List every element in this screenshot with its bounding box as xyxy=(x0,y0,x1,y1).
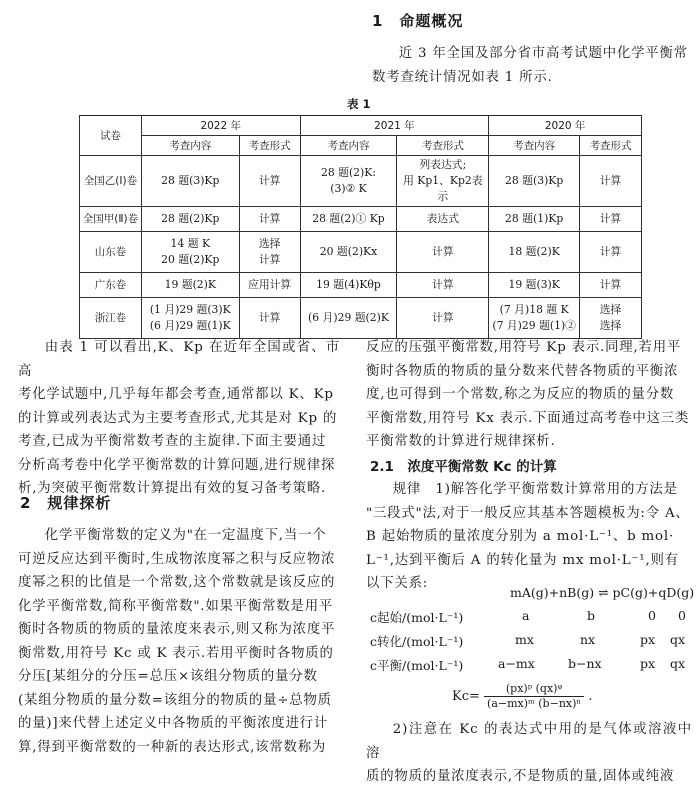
section-1-intro xyxy=(372,42,692,89)
cell-form xyxy=(397,156,489,207)
cell-form xyxy=(580,207,642,232)
ice-row-equilibrium xyxy=(370,656,690,678)
cell-line: 选择 xyxy=(258,237,281,250)
section-2-heading: 2 规律探析 xyxy=(20,494,112,512)
row-paper: 山东卷 xyxy=(80,232,142,273)
ice-value: a xyxy=(522,608,530,623)
text-line: L⁻¹,达到平衡后 A 的转化量为 mx mol·L⁻¹,则有 xyxy=(366,552,679,568)
cell-line: 28 题(2)Kp xyxy=(161,212,220,225)
cell-form xyxy=(397,273,489,298)
cell-content xyxy=(489,298,580,339)
header-paper: 试卷 xyxy=(80,116,142,156)
header-form: 考查形式 xyxy=(580,136,642,156)
table-caption: 表 1 xyxy=(347,97,371,111)
cell-content xyxy=(489,273,580,298)
cell-line: 计算 xyxy=(599,212,622,225)
text-line: 2)注意在 Kc 的表达式中用的是气体或溶液中溶 xyxy=(366,722,692,761)
cell-form xyxy=(397,207,489,232)
header-content: 考查内容 xyxy=(300,136,397,156)
ice-row-initial xyxy=(370,608,690,630)
text-line: 化学平衡常数,简称平衡常数".如果平衡常数是用平 xyxy=(18,598,334,614)
cell-form xyxy=(580,298,642,339)
cell-form xyxy=(397,232,489,273)
header-form: 考查形式 xyxy=(397,136,489,156)
text-line: 化学平衡常数的定义为"在一定温度下,当一个 xyxy=(44,528,327,543)
cell-line: 计算 xyxy=(599,245,622,258)
text-line: "三段式"法,对于一般反应其基本答题模板为:令 A、 xyxy=(366,505,690,521)
text-line: (某组分物质的量分数=该组分的物质的量÷总物质 xyxy=(18,692,332,708)
ice-value: qx xyxy=(670,632,686,647)
header-year: 2021 年 xyxy=(300,116,489,136)
text-line: 反应的压强平衡常数,用符号 Kp 表示.同理,若用平 xyxy=(366,340,682,355)
right-para-3 xyxy=(366,718,692,789)
cell-line: 计算 xyxy=(599,278,622,291)
header-content: 考查内容 xyxy=(141,136,239,156)
header-content: 考查内容 xyxy=(489,136,580,156)
cell-form xyxy=(239,156,300,207)
text-line: 平衡常数的计算进行规律探析. xyxy=(366,434,556,449)
cell-line: 计算 xyxy=(432,245,454,258)
right-para-1 xyxy=(366,336,692,454)
text-line: 度,也可得到一个常数,称之为反应的物质的量分数 xyxy=(366,387,675,402)
row-paper: 全国乙(Ⅰ)卷 xyxy=(80,156,142,207)
cell-line: 计算 xyxy=(258,212,281,225)
ice-value: mx xyxy=(515,632,534,647)
cell-line: 计算 xyxy=(258,174,281,187)
cell-line: 列表达式; xyxy=(419,158,467,171)
cell-content xyxy=(141,273,239,298)
cell-line: 计算 xyxy=(432,311,454,324)
kc-lhs: Kc= xyxy=(452,689,480,704)
cell-form xyxy=(239,207,300,232)
cell-content xyxy=(141,232,239,273)
cell-line: (7 月)18 题 K xyxy=(499,303,569,316)
ice-value: a−mx xyxy=(498,656,535,671)
cell-line: 计算 xyxy=(599,174,622,187)
table-1 xyxy=(79,115,642,339)
text-line: 分析高考卷中化学平衡常数的计算问题,进行规律探 xyxy=(18,457,336,473)
cell-line: 28 题(3)Kp xyxy=(161,174,220,187)
cell-content xyxy=(300,273,397,298)
cell-line: 选择 xyxy=(599,303,622,316)
cell-line: 计算 xyxy=(432,278,454,291)
cell-line: 用 Kp1、Kp2表示 xyxy=(403,174,483,203)
left-para-1 xyxy=(18,336,340,501)
header-form: 考查形式 xyxy=(239,136,300,156)
ice-row-change xyxy=(370,632,690,654)
cell-line: 19 题(2)K xyxy=(164,278,216,291)
text-line: 衡常数,用符号 Kc 或 K 表示.若用平衡时各物质的 xyxy=(18,645,334,661)
ice-value: 0 xyxy=(648,608,656,623)
kc-numerator: (px)ᵖ (qx)ᵠ xyxy=(484,682,584,697)
ice-value: 0 xyxy=(678,608,686,623)
text-line: 可逆反应达到平衡时,生成物浓度幂之积与反应物浓 xyxy=(18,551,336,567)
row-paper: 广东卷 xyxy=(80,273,142,298)
ice-value: px xyxy=(640,656,656,671)
ice-label: c起始/(mol·L⁻¹) xyxy=(370,610,464,625)
cell-content xyxy=(300,232,397,273)
cell-form xyxy=(239,298,300,339)
ice-value: nx xyxy=(580,632,596,647)
cell-form xyxy=(580,232,642,273)
cell-form xyxy=(239,232,300,273)
cell-line: 表达式 xyxy=(426,212,460,225)
cell-form xyxy=(580,156,642,207)
text-line: 的量)]来代替上述定义中各物质的平衡浓度进行计 xyxy=(18,716,329,731)
ice-value: b−nx xyxy=(568,656,602,671)
cell-line: 14 题 K xyxy=(170,237,211,250)
kc-fraction xyxy=(484,682,584,711)
ice-value: qx xyxy=(670,656,686,671)
cell-line: 28 题(2)① Kp xyxy=(312,212,385,225)
text-line: 平衡常数,用符号 Kx 表示.下面通过高考卷中这三类 xyxy=(366,410,690,426)
text-line: 析,为突破平衡常数计算提出有效的复习备考策略. xyxy=(18,481,327,496)
cell-content xyxy=(300,156,397,207)
text-line: 算,得到平衡常数的一种新的表达形式,该常数称为 xyxy=(18,739,327,755)
cell-line: 18 题(2)K xyxy=(508,245,560,258)
text-line: 衡时各物质的物质的量浓度来表示,则又称为浓度平 xyxy=(18,622,336,637)
cell-line: 19 题(3)K xyxy=(508,278,560,291)
cell-line: 28 题(3)Kp xyxy=(505,174,564,187)
ice-label: c平衡/(mol·L⁻¹) xyxy=(370,658,464,673)
cell-line: 计算 xyxy=(258,253,281,266)
kc-end: . xyxy=(588,689,593,704)
cell-content xyxy=(489,207,580,232)
ice-value: px xyxy=(640,632,656,647)
cell-line: (6 月)29 题(1)K xyxy=(149,319,231,332)
row-paper: 浙江卷 xyxy=(80,298,142,339)
cell-content xyxy=(141,156,239,207)
text-line: 由表 1 可以看出,K、Kp 在近年全国或省、市高 xyxy=(18,340,340,379)
text-line: B 起始物质的量浓度分别为 a mol·L⁻¹、b mol· xyxy=(366,529,675,544)
cell-content xyxy=(489,232,580,273)
cell-content xyxy=(300,298,397,339)
kc-denominator: (a−mx)ᵐ (b−nx)ⁿ xyxy=(487,697,582,710)
cell-line: 28 题(2)K: xyxy=(321,166,376,179)
cell-line: (7 月)29 题(1)② xyxy=(492,319,576,332)
text-line: 考化学试题中,几乎每年都会考查,通常都以 K、Kp xyxy=(18,387,334,402)
cell-line: 28 题(1)Kp xyxy=(505,212,564,225)
row-paper: 全国甲(Ⅱ)卷 xyxy=(80,207,142,232)
cell-form xyxy=(580,273,642,298)
kc-formula xyxy=(452,682,592,711)
reaction-equation: mA(g)+nB(g) ⇌ pC(g)+qD(g) xyxy=(510,585,695,600)
text-line: 规律 1)解答化学平衡常数计算常用的方法是 xyxy=(392,482,678,497)
intro-line: 近 3 年全国及部分省市高考试题中化学平衡常 xyxy=(398,46,688,61)
cell-content xyxy=(141,207,239,232)
text-line: 衡时各物质的物质的量分数来代替各物质的平衡浓 xyxy=(366,363,679,379)
subsection-2-1-heading: 2.1 浓度平衡常数 Kc 的计算 xyxy=(370,459,557,475)
cell-form xyxy=(397,298,489,339)
header-year: 2022 年 xyxy=(141,116,300,136)
cell-line: 20 题(2)Kx xyxy=(319,245,378,258)
left-para-2 xyxy=(18,524,340,759)
text-line: 质的物质的量浓度表示,不是物质的量,固体或纯液 xyxy=(366,769,675,784)
cell-line: (6 月)29 题(2)K xyxy=(308,311,389,324)
ice-label: c转化/(mol·L⁻¹) xyxy=(370,634,464,649)
text-line: 的计算或列表达式为主要考查形式,尤其是对 Kp 的 xyxy=(18,410,338,426)
ice-value: b xyxy=(587,608,596,623)
section-1-heading: 1 命题概况 xyxy=(372,12,464,30)
cell-line: (1 月)29 题(3)K xyxy=(149,303,231,316)
intro-line: 数考查统计情况如表 1 所示. xyxy=(372,69,553,85)
cell-line: 选择 xyxy=(599,319,622,332)
cell-line: (3)② K xyxy=(330,182,367,195)
text-line: 度幂之积的比值是一个常数,这个常数就是该反应的 xyxy=(18,575,336,590)
cell-line: 计算 xyxy=(258,311,281,324)
header-year: 2020 年 xyxy=(489,116,642,136)
cell-line: 应用计算 xyxy=(248,278,292,291)
cell-content xyxy=(300,207,397,232)
right-para-2 xyxy=(366,478,692,596)
text-line: 考查,已成为平衡常数考查的主旋律.下面主要通过 xyxy=(18,434,327,449)
text-line: 分压[某组分的分压=总压×该组分物质的量分数 xyxy=(18,669,318,684)
text-line: 以下关系: xyxy=(366,576,429,591)
cell-line: 20 题(2)Kp xyxy=(161,253,220,266)
cell-form xyxy=(239,273,300,298)
cell-line: 19 题(4)Kθp xyxy=(316,278,381,291)
cell-content xyxy=(489,156,580,207)
cell-content xyxy=(141,298,239,339)
